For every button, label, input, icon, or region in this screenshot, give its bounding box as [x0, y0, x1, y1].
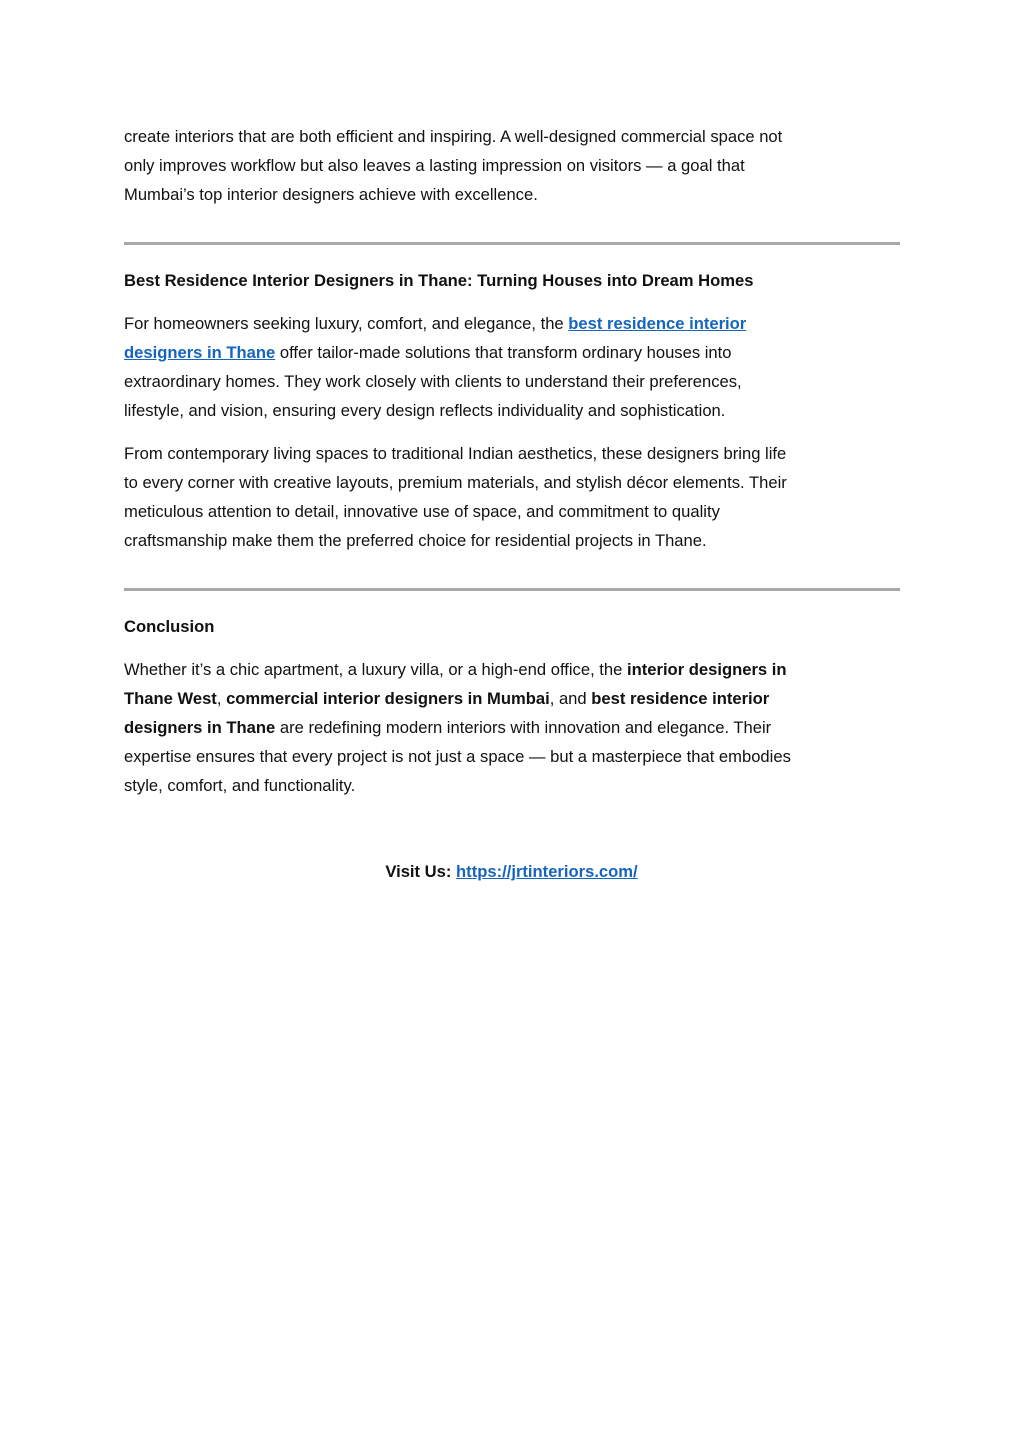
- residence-link[interactable]: best residence interior: [568, 314, 747, 333]
- bold-text: interior designers in: [626, 660, 787, 679]
- divider: [124, 588, 900, 591]
- text: ,: [216, 689, 227, 708]
- bold-text: best residence interior: [591, 689, 770, 708]
- text-line: craftsmanship make them the preferred choice for residential projects in Thane.: [124, 531, 707, 550]
- text-line: style, comfort, and functionality.: [124, 776, 356, 795]
- divider: [124, 242, 900, 245]
- bold-text: commercial interior designers in Mumbai: [226, 689, 550, 708]
- bold-text: designers in Thane: [124, 718, 276, 737]
- website-link[interactable]: https://jrtinteriors.com/: [456, 862, 638, 881]
- text-line: meticulous attention to detail, innovative use of space, and commitment to quality: [124, 502, 720, 521]
- residence-link[interactable]: designers in Thane: [124, 343, 276, 362]
- visit-us-label: Visit Us:: [385, 862, 457, 881]
- section-heading: Best Residence Interior Designers in Thane: Turning Houses into Dream Homes: [124, 271, 754, 290]
- text-line: expertise ensures that every project is not just a space — but a masterpiece that embodies: [124, 747, 791, 766]
- residence-heading: [124, 266, 904, 295]
- section-heading: Conclusion: [124, 617, 215, 636]
- text-line: only improves workflow but also leaves a lasting impression on visitors — a goal that: [124, 156, 745, 175]
- text-line: Mumbai’s top interior designers achieve with excellence.: [124, 185, 538, 204]
- text-line: From contemporary living spaces to traditional Indian aesthetics, these designers bring life: [124, 444, 787, 463]
- text-line: lifestyle, and vision, ensuring every design reflects individuality and sophistication.: [124, 401, 726, 420]
- conclusion-paragraph: [124, 655, 904, 800]
- text-line: to every corner with creative layouts, premium materials, and stylish décor elements. Their: [124, 473, 787, 492]
- bold-text: Thane West: [124, 689, 217, 708]
- text-line: extraordinary homes. They work closely with clients to understand their preferences,: [124, 372, 742, 391]
- text: are redefining modern interiors with innovation and elegance. Their: [275, 718, 772, 737]
- intro-paragraph: [124, 122, 904, 209]
- residence-paragraph-2: [124, 439, 904, 555]
- text: , and: [549, 689, 592, 708]
- text: Whether it’s a chic apartment, a luxury villa, or a high-end office, the: [124, 660, 627, 679]
- conclusion-heading: [124, 612, 904, 641]
- residence-paragraph-1: [124, 309, 904, 425]
- visit-us-line: [0, 857, 1023, 886]
- text: For homeowners seeking luxury, comfort, and elegance, the: [124, 314, 569, 333]
- text: offer tailor-made solutions that transform ordinary houses into: [275, 343, 732, 362]
- text-line: create interiors that are both efficient and inspiring. A well-designed commercial space not: [124, 127, 783, 146]
